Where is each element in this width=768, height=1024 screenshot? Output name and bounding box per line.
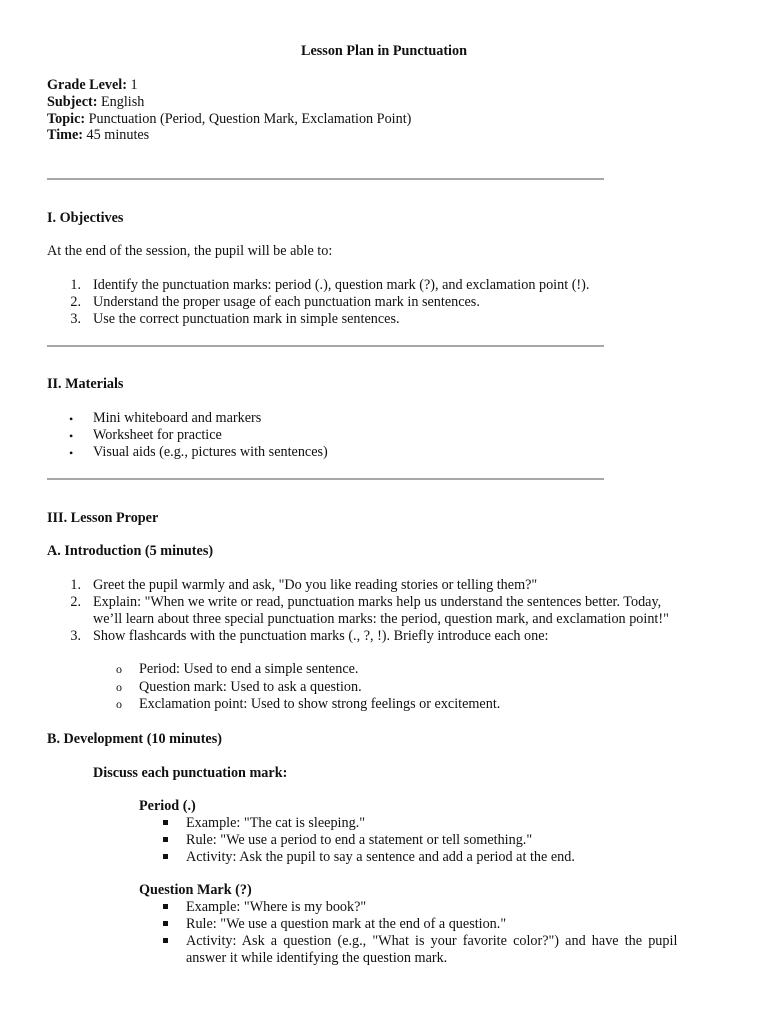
meta-value: Punctuation (Period, Question Mark, Exclamation Point)	[85, 111, 412, 127]
objective-item: Use the correct punctuation mark in simple sentences.	[93, 311, 400, 327]
divider	[47, 478, 604, 480]
intro-item: Show flashcards with the punctuation marks (., ?, !). Briefly introduce each one:	[93, 628, 549, 644]
bullet-square-icon	[163, 904, 168, 909]
bullet-circle-icon: o	[116, 662, 122, 676]
bullet-disc-icon: •	[69, 446, 74, 460]
question-item: Rule: "We use a question mark at the end of a question."	[186, 916, 507, 932]
question-item-continued: answer it while identifying the question mark.	[186, 950, 448, 966]
list-number: 3.	[70, 311, 81, 327]
intro-subitem: Period: Used to end a simple sentence.	[139, 661, 359, 677]
meta-value: 45 minutes	[83, 127, 150, 143]
meta-time	[47, 127, 149, 144]
list-number: 1.	[70, 577, 81, 593]
bullet-circle-icon: o	[116, 680, 122, 694]
bullet-disc-icon: •	[69, 429, 74, 443]
bullet-square-icon	[163, 837, 168, 842]
material-item: Worksheet for practice	[93, 427, 222, 443]
bullet-square-icon	[163, 820, 168, 825]
period-item: Activity: Ask the pupil to say a sentence and add a period at the end.	[186, 849, 575, 865]
bullet-circle-icon: o	[116, 697, 122, 711]
question-item: Example: "Where is my book?"	[186, 899, 367, 915]
meta-value: 1	[126, 77, 138, 93]
question-mark-heading: Question Mark (?)	[139, 882, 252, 898]
discuss-heading: Discuss each punctuation mark:	[93, 765, 288, 781]
period-item: Rule: "We use a period to end a statement or tell something."	[186, 832, 533, 848]
materials-heading: II. Materials	[47, 376, 124, 392]
meta-value: English	[97, 94, 145, 110]
meta-label: Grade Level:	[47, 77, 127, 93]
question-item: Activity: Ask a question (e.g., "What is your favorite color?") and have the pupil	[186, 933, 678, 949]
intro-item-continued: we’ll learn about three special punctuation marks: the period, question mark, and exclamation point!"	[93, 611, 669, 627]
list-number: 3.	[70, 628, 81, 644]
objective-item: Identify the punctuation marks: period (.), question mark (?), and exclamation point (!).	[93, 277, 590, 293]
list-number: 1.	[70, 277, 81, 293]
objective-item: Understand the proper usage of each punctuation mark in sentences.	[93, 294, 480, 310]
introduction-heading: A. Introduction (5 minutes)	[47, 543, 214, 559]
meta-label: Time:	[47, 127, 83, 143]
development-heading: B. Development (10 minutes)	[47, 731, 222, 747]
meta-label: Subject:	[47, 94, 98, 110]
intro-subitem: Exclamation point: Used to show strong feelings or excitement.	[139, 696, 501, 712]
meta-label: Topic:	[47, 111, 86, 127]
bullet-square-icon	[163, 921, 168, 926]
material-item: Mini whiteboard and markers	[93, 410, 262, 426]
period-item: Example: "The cat is sleeping."	[186, 815, 366, 831]
page-title: Lesson Plan in Punctuation	[301, 43, 467, 59]
list-number: 2.	[70, 294, 81, 310]
divider	[47, 345, 604, 347]
bullet-square-icon	[163, 854, 168, 859]
intro-item: Greet the pupil warmly and ask, "Do you like reading stories or telling them?"	[93, 577, 538, 593]
material-item: Visual aids (e.g., pictures with sentences)	[93, 444, 328, 460]
meta-subject	[47, 94, 144, 111]
meta-grade-level	[47, 77, 138, 94]
intro-item: Explain: "When we write or read, punctuation marks help us understand the sentences better. Today,	[93, 594, 662, 610]
bullet-disc-icon: •	[69, 412, 74, 426]
lesson-heading: III. Lesson Proper	[47, 510, 159, 526]
meta-topic	[47, 111, 411, 128]
intro-subitem: Question mark: Used to ask a question.	[139, 679, 362, 695]
list-number: 2.	[70, 594, 81, 610]
objectives-heading: I. Objectives	[47, 210, 124, 226]
objectives-intro: At the end of the session, the pupil will be able to:	[47, 243, 333, 259]
period-heading: Period (.)	[139, 798, 196, 814]
bullet-square-icon	[163, 938, 168, 943]
divider	[47, 178, 604, 180]
